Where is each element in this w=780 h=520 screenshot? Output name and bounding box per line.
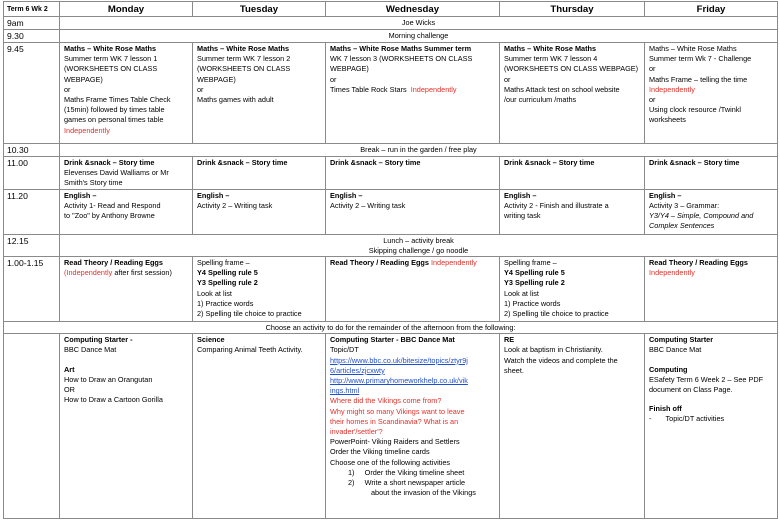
text-line: How to Draw an Orangutan [64, 374, 153, 384]
text-line: Y4 Spelling rule 5 [504, 268, 565, 278]
day-friday: Friday [645, 2, 778, 17]
text-line: Using clock resource /Twinkl [649, 105, 742, 115]
independent-note: (Independently [64, 268, 113, 278]
text-line: Times Table Rock Stars [330, 84, 407, 94]
subject-label: English – [649, 190, 682, 200]
span-cell [60, 144, 778, 157]
day-wednesday: Wednesday [326, 2, 500, 17]
term-label: Term 6 Wk 2 [4, 2, 60, 17]
subject-label: Science [197, 335, 225, 345]
list-number: 2) [348, 478, 355, 488]
choose-text: Choose an activity to do for the remainder of the afternoon from the following: [265, 323, 516, 333]
question-text: invader'/settler'? [330, 427, 383, 437]
text-line: Summer term WK 7 lesson 1 [64, 54, 158, 64]
cell-tuesday [193, 257, 326, 322]
subject-label: English – [197, 190, 230, 200]
text-line: /our curriculum /maths [504, 95, 577, 105]
span-cell [60, 17, 778, 30]
subject-label: Computing Starter - [64, 335, 133, 345]
subject-label: RE [504, 335, 515, 345]
text-line: (WORKSHEETS ON CLASS [64, 64, 158, 74]
subject-label: English – [330, 190, 363, 200]
text-line: Activity 2 – Writing task [197, 200, 273, 210]
cell-wednesday [326, 189, 500, 234]
cell-wednesday [326, 257, 500, 322]
subject-label: Drink &snack – Story time [64, 158, 155, 167]
text-line: Maths games with adult [197, 95, 274, 105]
subject-label: Maths – White Rose Maths [64, 44, 157, 53]
row-1100 [4, 157, 778, 190]
text-line: Look at list [504, 288, 539, 298]
cell-tuesday [193, 334, 326, 519]
text-line: 1) Practice words [504, 298, 561, 308]
text-line: games on personal times table [64, 115, 164, 125]
text-line: (WORKSHEETS ON CLASS WEBPAGE) [504, 64, 639, 74]
span-cell [60, 234, 778, 256]
time-cell: 10.30 [4, 144, 60, 157]
joe-wicks: Joe Wicks [401, 18, 436, 27]
row-1030 [4, 144, 778, 157]
cell-friday [645, 43, 778, 144]
homework-help-link[interactable]: http://www.primaryhomeworkhelp.co.uk/vik [330, 376, 468, 386]
subject-label: Read Theory / Reading Eggs [64, 258, 163, 268]
text-line: WK 7 lesson 3 (WORKSHEETS ON CLASS [330, 54, 473, 64]
list-item: Topic/DT activities [665, 414, 725, 424]
list-item: Write a short newspaper article [364, 478, 466, 488]
cell-thursday [500, 257, 645, 322]
independent-note: Independently [649, 268, 695, 278]
row-945 [4, 43, 778, 144]
day-monday: Monday [60, 2, 193, 17]
lunch-text: Lunch – activity break [383, 235, 454, 245]
text-line: Activity 2 - Finish and illustrate a [504, 200, 609, 210]
text-line: How to Draw a Cartoon Gorilla [64, 395, 163, 405]
text-line: document on Class Page. [649, 385, 733, 395]
timetable [3, 1, 778, 519]
text-line: Maths Frame Times Table Check [64, 95, 171, 105]
header-row [4, 2, 778, 17]
row-1120 [4, 189, 778, 234]
cell-monday [60, 334, 193, 519]
text-line: Summer term Wk 7 - Challenge [649, 54, 752, 64]
text-line: worksheets [649, 115, 686, 125]
text-line: Complex Sentences [649, 221, 715, 231]
day-tuesday: Tuesday [193, 2, 326, 17]
bitesize-link[interactable]: https://www.bbc.co.uk/bitesize/topics/ztyr9j [330, 355, 468, 365]
text-line: or [504, 74, 511, 84]
text-line: after first session) [114, 268, 172, 278]
cell-thursday [500, 189, 645, 234]
text-line: or [649, 64, 656, 74]
time-cell: 9am [4, 17, 60, 30]
subject-label: English – [64, 190, 97, 200]
independent-note: Independently [430, 258, 477, 268]
row-afternoon [4, 334, 778, 519]
text-line: Spelling frame – [197, 258, 250, 268]
text-line: Y4 Spelling rule 5 [197, 268, 258, 278]
question-text: Why might so many Vikings want to leave [330, 406, 465, 416]
cell-tuesday [193, 189, 326, 234]
lunch-text: Skipping challenge / go noodle [368, 245, 469, 255]
row-9am [4, 17, 778, 30]
text-line: sheet. [504, 365, 524, 375]
cell-monday [60, 157, 193, 190]
span-cell [4, 322, 778, 334]
text-line: Summer term WK 7 lesson 4 [504, 54, 598, 64]
time-cell: 12.15 [4, 234, 60, 256]
text-line: Look at list [197, 288, 232, 298]
row-930 [4, 30, 778, 43]
text-line: writing task [504, 211, 541, 221]
text-line: (15min) followed by times table [64, 105, 165, 115]
text-line: Elevenses David Walliams or Mr [64, 168, 169, 178]
text-line: WEBPAGE) [197, 74, 236, 84]
subject-label: Finish off [649, 404, 682, 414]
text-line: Comparing Animal Teeth Activity. [197, 345, 303, 355]
text-line: Y3 Spelling rule 2 [197, 278, 258, 288]
text-line: Y3 Spelling rule 2 [504, 278, 565, 288]
cell-thursday [500, 334, 645, 519]
subject-label: Art [64, 364, 75, 374]
subject-label: Maths – White Rose Maths [197, 44, 290, 53]
subject-label: Computing [649, 364, 688, 374]
cell-friday [645, 257, 778, 322]
subject-label: Maths – White Rose Maths Summer term [330, 44, 472, 53]
independent-note: Independently [64, 125, 110, 135]
cell-friday [645, 334, 778, 519]
text-line: WEBPAGE) [330, 64, 369, 74]
text-line: (WORKSHEETS ON CLASS [197, 64, 291, 74]
time-cell: 9.45 [4, 43, 60, 144]
subject-label: Drink &snack – Story time [330, 158, 421, 167]
cell-tuesday [193, 43, 326, 144]
text-line: 2) Spelling tile choice to practice [504, 309, 609, 319]
text-line: Watch the videos and complete the [504, 355, 618, 365]
text-line: Maths Frame – telling the time [649, 74, 748, 84]
time-cell [4, 334, 60, 519]
question-text: their homes in Scandinavia? What is an [330, 416, 459, 426]
text-line: or [197, 84, 204, 94]
row-100 [4, 257, 778, 322]
cell-thursday [500, 43, 645, 144]
text-line: Smith's Story time [64, 178, 123, 188]
bitesize-link[interactable]: 6/articles/zjcxwty [330, 365, 385, 375]
time-cell: 11.00 [4, 157, 60, 190]
text-line: Spelling frame – [504, 258, 557, 268]
text-line: Maths – White Rose Maths [649, 44, 737, 53]
text-line: or [649, 95, 656, 105]
break-text: Break – run in the garden / free play [360, 145, 477, 154]
text-line: Order the Viking timeline cards [330, 447, 430, 457]
text-line: ESafety Term 6 Week 2 – See PDF [649, 374, 764, 384]
text-line: Maths Attack test on school website [504, 84, 620, 94]
subject-label: Drink &snack – Story time [197, 158, 288, 167]
text-line: Choose one of the following activities [330, 457, 451, 467]
span-cell [60, 30, 778, 43]
morning-challenge: Morning challenge [388, 31, 449, 40]
text-line: Activity 2 – Writing task [330, 200, 406, 210]
cell-monday [60, 189, 193, 234]
homework-help-link[interactable]: ings.html [330, 386, 360, 396]
text-line: or [64, 84, 71, 94]
time-cell: 1.00-1.15 [4, 257, 60, 322]
list-number: 1) [348, 467, 355, 477]
text-line: Y3/Y4 – Simple, Compound and [649, 211, 754, 221]
subject-label: Drink &snack – Story time [504, 158, 595, 167]
row-choose [4, 322, 778, 334]
text-line: BBC Dance Mat [649, 345, 702, 355]
subject-label: Read Theory / Reading Eggs [330, 258, 429, 268]
text-line: Topic/DT [330, 345, 359, 355]
list-item: Order the Viking timeline sheet [364, 467, 465, 477]
cell-wednesday [326, 43, 500, 144]
time-cell: 11.20 [4, 189, 60, 234]
text-line: to "Zoo" by Anthony Browne [64, 211, 155, 221]
subject-label: Computing Starter - BBC Dance Mat [330, 335, 455, 345]
cell-wednesday [326, 157, 500, 190]
text-line: Activity 3 – Grammar: [649, 200, 720, 210]
text-line: BBC Dance Mat [64, 345, 117, 355]
subject-label: Drink &snack – Story time [649, 158, 740, 167]
subject-label: English – [504, 190, 537, 200]
text-line: Look at baptism in Christianity. [504, 345, 603, 355]
subject-label: Computing Starter [649, 335, 714, 345]
cell-tuesday [193, 157, 326, 190]
independent-note: Independently [649, 84, 695, 94]
text-line: 2) Spelling tile choice to practice [197, 309, 302, 319]
text-line: or [330, 74, 337, 84]
text-line: Summer term WK 7 lesson 2 [197, 54, 291, 64]
text-line: WEBPAGE) [64, 74, 103, 84]
cell-friday [645, 189, 778, 234]
row-1215 [4, 234, 778, 256]
cell-thursday [500, 157, 645, 190]
text-line: PowerPoint- Viking Raiders and Settlers [330, 437, 460, 447]
text-line: 1) Practice words [197, 298, 254, 308]
cell-wednesday [326, 334, 500, 519]
subject-label: Maths – White Rose Maths [504, 44, 597, 53]
cell-monday [60, 43, 193, 144]
time-cell: 9.30 [4, 30, 60, 43]
subject-label: Read Theory / Reading Eggs [649, 258, 748, 268]
list-dash: - [649, 414, 652, 424]
independent-note: Independently [410, 84, 457, 94]
text-line: Activity 1- Read and Respond [64, 200, 161, 210]
cell-monday [60, 257, 193, 322]
cell-friday [645, 157, 778, 190]
list-item: about the invasion of the Vikings [371, 488, 476, 498]
question-text: Where did the Vikings come from? [330, 396, 442, 406]
day-thursday: Thursday [500, 2, 645, 17]
text-line: OR [64, 385, 75, 395]
